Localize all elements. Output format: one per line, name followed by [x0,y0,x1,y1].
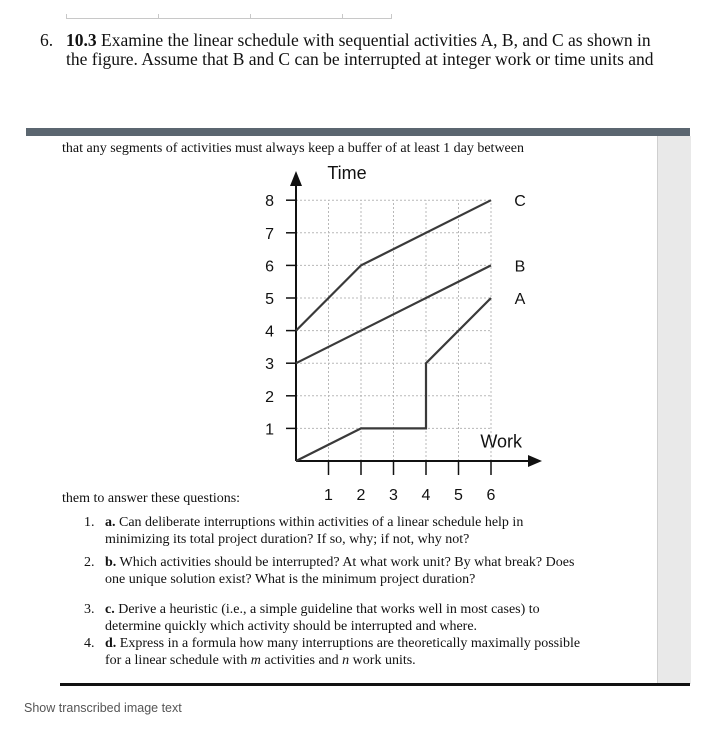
x-tick-label: 3 [389,487,398,500]
part-d-var-m: m [250,653,261,668]
question-text [66,31,676,69]
x-axis-label: Work [480,431,522,452]
part-c-label: c. [105,602,115,617]
linear-schedule-figure [250,160,550,505]
y-tick-label: 1 [265,421,274,439]
show-transcribed-link[interactable]: Show transcribed image text [24,701,182,715]
side-panel [657,136,691,684]
y-tick-label: 6 [265,258,274,276]
part-a-text: Can deliberate interruptions within activities of a linear schedule help in minimizing its total project duration? If so, why; if not, why not? [105,515,524,547]
y-tick-label: 3 [265,356,274,374]
y-tick-label: 8 [265,193,274,211]
part-d-number: 4. [84,636,95,651]
part-c-number: 3. [84,602,95,617]
image-top-border [26,128,690,136]
questions-intro: them to answer these questions: [62,491,241,506]
x-tick-label: 1 [324,487,333,500]
continuation-text: that any segments of activities must always keep a buffer of at least 1 day between [62,141,524,156]
part-c-text: Derive a heuristic (i.e., a simple guideline that works well in most cases) to determine quickly which activity should be interrupted and where. [105,602,540,634]
x-tick-label: 5 [454,487,463,500]
y-tick-label: 2 [265,388,274,406]
part-d-text-post: work units. [349,653,416,668]
y-axis-arrow [290,171,302,186]
part-c [84,601,584,635]
part-d-var-n: n [342,653,350,668]
x-tick-label: 4 [421,487,431,500]
schedule-chart [250,160,550,500]
part-a-number: 1. [84,515,95,530]
question-ref: 10.3 [66,30,97,50]
part-a-label: a. [105,515,116,530]
part-b-number: 2. [84,555,95,570]
part-d-label: d. [105,636,117,651]
part-d-text-pre: Express in a formula how many interruptions are theoretically maximally possible for a linear schedule with [105,636,581,668]
part-b [84,554,584,588]
series-label-a: A [514,291,526,308]
question-line-1: Examine the linear schedule with sequential activities A, B, and C as shown in [96,30,651,50]
y-axis-label: Time [327,163,367,183]
question-parts [84,514,584,669]
question-number: 6. [40,30,54,50]
top-ruler [66,18,392,19]
y-tick-label: 5 [265,291,274,308]
y-tick-label: 4 [265,323,274,341]
x-tick-label: 2 [356,487,366,500]
series-label-c: C [514,193,526,211]
series-label-b: B [514,258,526,276]
part-d [84,635,584,669]
x-tick-label: 6 [486,487,496,500]
part-a [84,514,584,548]
question-line-2: the figure. Assume that B and C can be interrupted at integer work or time units and [66,49,654,69]
image-bottom-border [60,683,690,686]
part-d-text-mid: activities and [260,653,343,668]
x-axis-arrow [528,455,542,467]
part-b-text: Which activities should be interrupted? At what work unit? By what break? Does one unique solution exist? What is the minimum project duration? [105,555,575,587]
part-b-label: b. [105,555,117,570]
y-tick-label: 7 [265,225,274,243]
